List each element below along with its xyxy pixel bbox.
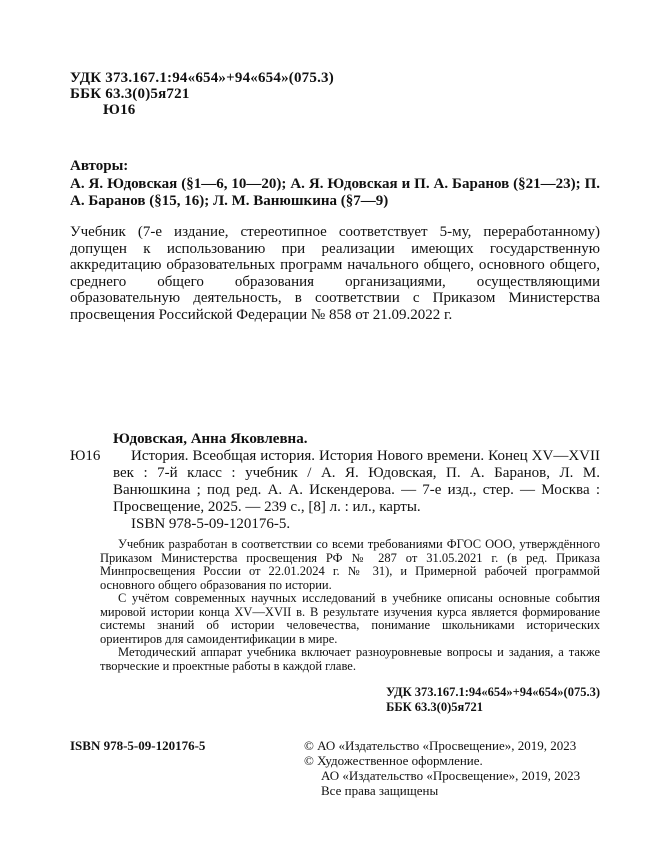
biblio-entry-text: История. Всеобщая история. История Нового времени. Конец XV—XVII век : 7-й класс : учебник / А. Я. Юдовская, П. А. Баранов, Л. М. Ванюшкина ; под ред. А. А. Искендерова. — 7-е изд., стер. — Москва : Просвещение, 2025. — 239 с., [8] л. : ил., карты.	[113, 448, 600, 515]
authors-heading: Авторы:	[70, 158, 129, 174]
copyright-line-2: © Художественное оформление.	[304, 753, 483, 768]
page-content	[70, 70, 600, 798]
authors-block	[70, 158, 600, 210]
biblio-entry	[70, 448, 600, 516]
classification-codes-bottom	[386, 685, 600, 715]
annotation-paragraph-3: Методический аппарат учебника включает разноуровневые вопросы и задания, а также творческие и проектные работы в каждой главе.	[100, 645, 600, 673]
copyright-line-3: АО «Издательство «Просвещение», 2019, 2023	[321, 768, 581, 783]
bbk-bottom-line: ББК 63.3(0)5я721	[386, 700, 483, 714]
bibliographic-record	[70, 431, 600, 533]
footer	[70, 738, 600, 798]
authors-text: А. Я. Юдовская (§1—6, 10—20); А. Я. Юдовская и П. А. Баранов (§21—23); П. А. Баранов (§15, 16); Л. М. Ванюшкина (§7—9)	[70, 176, 600, 209]
book-code: Ю16	[103, 102, 136, 118]
udk-bottom-line: УДК 373.167.1:94«654»+94«654»(075.3)	[386, 685, 600, 699]
annotation-paragraph-2: С учётом современных научных исследований в учебнике описаны основные события мировой истории конца XV—XVII в. В результате изучения курса является формирование системы знаний об истории человечества, понимание школьниками исторических ориентиров для самоидентификации в мире.	[100, 591, 600, 646]
bbk-line: ББК 63.3(0)5я721	[70, 86, 190, 102]
biblio-isbn: ISBN 978-5-09-120176-5.	[131, 516, 291, 532]
footer-isbn: ISBN 978-5-09-120176-5	[70, 738, 206, 753]
copyright-line-4: Все права защищены	[321, 783, 439, 798]
classification-codes-bottom-wrap	[70, 685, 600, 716]
annotation-block	[100, 538, 600, 673]
udk-line: УДК 373.167.1:94«654»+94«654»(075.3)	[70, 70, 334, 86]
classification-codes-top	[70, 70, 600, 118]
copyright-block	[304, 738, 600, 798]
annotation-paragraph-1: Учебник разработан в соответствии со всеми требованиями ФГОС ООО, утверждённого Приказом Министерства просвещения РФ № 287 от 31.05.2021 г. (в ред. Приказа Минпросвещения России от 22.01.2024 г. № 31), и Примерной рабочей программой основного общего образования по истории.	[100, 537, 600, 592]
copyright-line-1: © АО «Издательство «Просвещение», 2019, 2023	[304, 738, 577, 753]
approval-paragraph: Учебник (7-е издание, стереотипное соответствует 5-му, переработанному) допущен к использованию при реализации имеющих государственную аккредитацию образовательных программ начального общего, основного общего, среднего общего образования организациями, осуществляющими образовательную деятельность, в соответствии с Приказом Министерства просвещения Российской Федерации № 858 от 21.09.2022 г.	[70, 224, 600, 323]
biblio-code: Ю16	[70, 448, 101, 464]
biblio-author-name: Юдовская, Анна Яковлевна.	[113, 431, 308, 447]
